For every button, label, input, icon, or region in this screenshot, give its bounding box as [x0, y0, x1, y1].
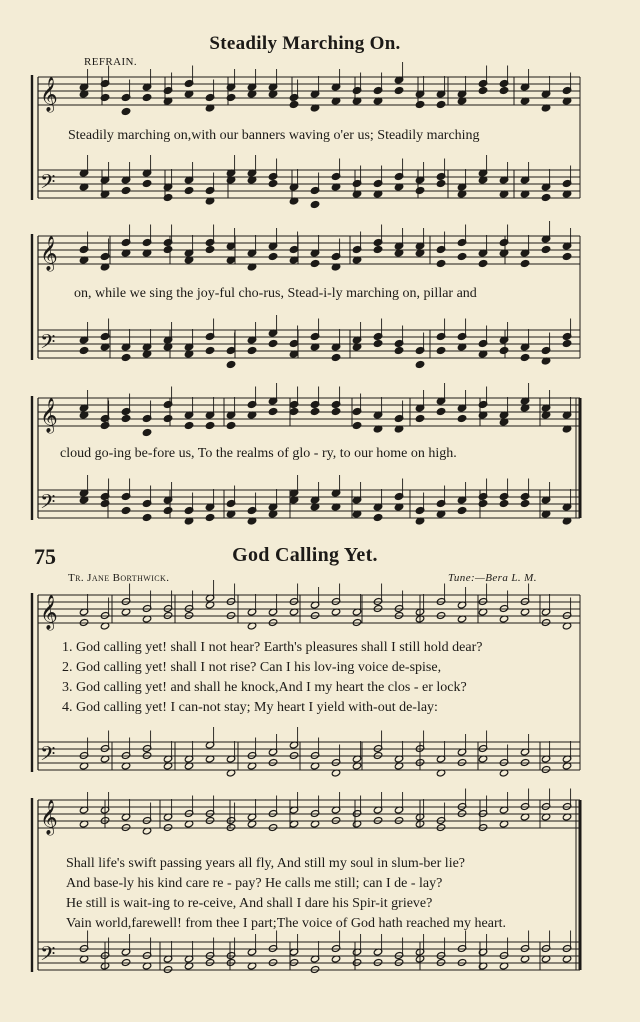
verse-line: Vain world,farewell! from thee I part;The voice of God hath reached my heart. [66, 916, 507, 931]
verse-line: 1. God calling yet! shall I not hear? Earth's pleasures shall I still hold dear? [62, 640, 483, 655]
svg-text:𝄢: 𝄢 [40, 170, 56, 198]
svg-text:𝄞: 𝄞 [40, 800, 58, 835]
verse-line: 4. God calling yet! I can-not stay; My heart I yield with-out de-lay: [62, 700, 438, 715]
svg-text:𝄞: 𝄞 [40, 236, 58, 271]
hymn-title: Steadily Marching On. [209, 33, 401, 54]
verse-line: 3. God calling yet! and shall he knock,And I my heart the clos - er lock? [62, 680, 467, 695]
lyric-line: on, while we sing the joy-ful cho-rus, Stead-i-ly marching on, pillar and [74, 286, 477, 301]
svg-text:𝄢: 𝄢 [40, 330, 56, 358]
svg-text:𝄢: 𝄢 [40, 942, 56, 970]
svg-text:𝄢: 𝄢 [40, 490, 56, 518]
svg-text:𝄞: 𝄞 [40, 398, 58, 433]
svg-text:𝄞: 𝄞 [40, 595, 58, 630]
hymn-number: 75 [34, 544, 56, 569]
lyric-line: Steadily marching on,with our banners waving o'er us; Steadily marching [68, 128, 480, 143]
lyric-line: cloud go-ing be-fore us, To the realms of glo - ry, to our home on high. [60, 446, 457, 461]
hymn-title: God Calling Yet. [232, 544, 378, 566]
verse-line: He still is wait-ing to re-ceive, And shall I dare his Spir-it grieve? [66, 896, 433, 911]
verse-line: And base-ly his kind care re - pay? He calls me still; can I de - lay? [66, 876, 443, 891]
tune-name: Tune:—Bera L. M. [448, 572, 537, 584]
verse-line: 2. God calling yet! shall I not rise? Can I his lov-ing voice de-spise, [62, 660, 442, 675]
svg-text:𝄞: 𝄞 [40, 77, 58, 112]
author-credit: Tr. Jane Borthwick. [68, 572, 170, 584]
refrain-label: REFRAIN. [84, 56, 138, 68]
svg-text:𝄢: 𝄢 [40, 742, 56, 770]
verse-line: Shall life's swift passing years all fly, And still my soul in slum-ber lie? [66, 856, 466, 871]
